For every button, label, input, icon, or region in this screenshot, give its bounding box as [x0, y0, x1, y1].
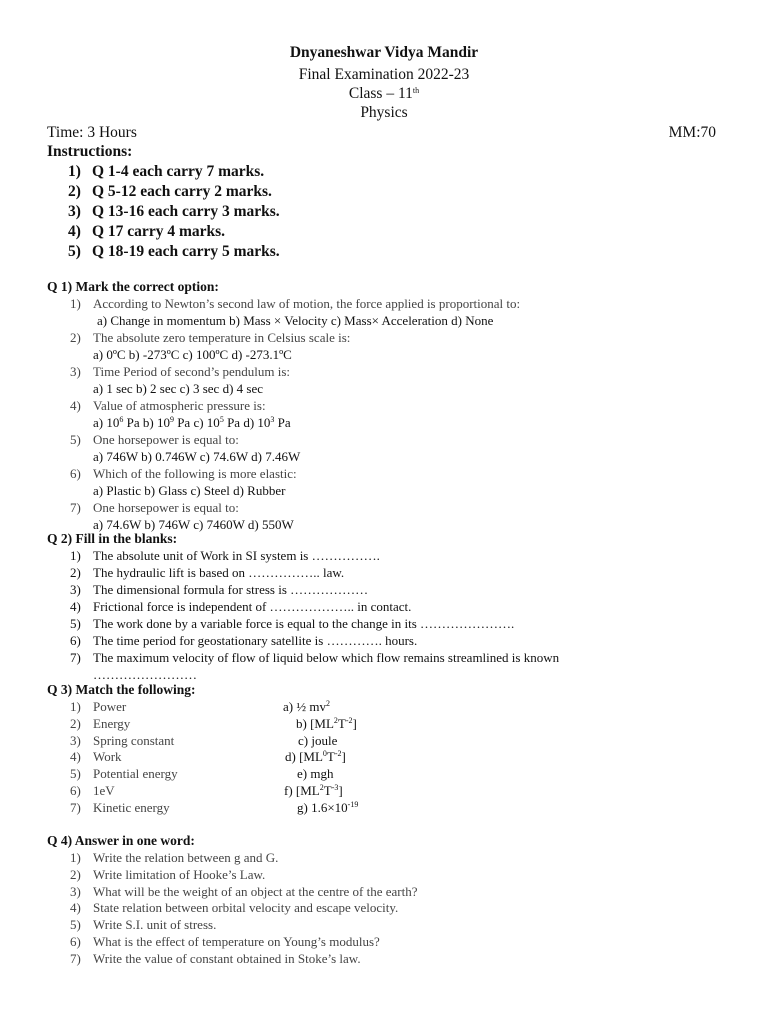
text-part: e) mgh	[297, 766, 334, 782]
match-right	[296, 716, 357, 732]
blank-text: Frictional force is independent of ……………….. in contact.	[93, 599, 412, 614]
question-num: 7)	[70, 500, 81, 515]
match-num: 6)	[70, 783, 81, 798]
exam-title: Final Examination 2022-23	[298, 66, 470, 83]
text-part: ]	[341, 749, 346, 765]
blank-text: ……………………	[93, 667, 197, 682]
instruction-item: Q 17 carry 4 marks.	[92, 223, 226, 240]
match-right	[283, 699, 330, 715]
instruction-item: Q 1-4 each carry 7 marks.	[92, 163, 265, 180]
class-sup: th	[412, 86, 420, 95]
match-right	[285, 749, 346, 765]
text-part: ]	[338, 783, 343, 798]
word-num: 2)	[70, 866, 81, 882]
superscript: 0	[322, 749, 327, 759]
match-num: 3)	[70, 732, 81, 748]
word-question: Write S.I. unit of stress.	[93, 917, 217, 933]
match-right	[298, 733, 337, 749]
blank-num: 1)	[70, 548, 81, 563]
word-question: State relation between orbital velocity and escape velocity.	[93, 900, 399, 916]
word-num: 5)	[70, 917, 81, 933]
word-num: 6)	[70, 934, 81, 949]
match-num: 2)	[70, 715, 81, 731]
question-options	[93, 415, 291, 431]
question-options: a) 74.6W b) 746W c) 7460W d) 550W	[93, 517, 294, 532]
blank-text: The hydraulic lift is based on …………….. law.	[93, 565, 345, 580]
instructions-title: Instructions:	[47, 143, 133, 160]
subject: Physics	[360, 104, 408, 121]
blank-num: 3)	[70, 582, 81, 597]
question-num: 6)	[70, 466, 81, 481]
match-num: 1)	[70, 699, 81, 714]
superscript: 2	[319, 783, 324, 792]
word-num: 4)	[70, 900, 81, 916]
text-part: Pa d) 10	[223, 415, 271, 430]
question-options: a) Change in momentum b) Mass × Velocity c) Mass× Acceleration d) None	[97, 313, 494, 328]
question-num: 5)	[70, 432, 81, 447]
school-name: Dnyaneshwar Vidya Mandir	[289, 44, 479, 61]
superscript: -2	[334, 749, 342, 759]
q1-title: Q 1) Mark the correct option:	[47, 279, 219, 294]
question-text: The absolute zero temperature in Celsius scale is:	[93, 330, 351, 345]
text-part: Pa b) 10	[123, 415, 170, 430]
question-num: 2)	[70, 330, 81, 345]
class-text: Class – 11	[348, 85, 413, 102]
match-left: Potential energy	[93, 766, 178, 782]
question-num: 1)	[70, 296, 81, 311]
question-text: One horsepower is equal to:	[93, 432, 239, 447]
blank-num: 7)	[70, 650, 81, 665]
match-num: 5)	[70, 766, 81, 782]
match-num: 7)	[70, 799, 81, 815]
superscript: -2	[345, 715, 353, 725]
question-num: 4)	[70, 398, 81, 413]
blank-text: The maximum velocity of flow of liquid below which flow remains streamlined is known	[93, 650, 560, 665]
question-options: a) 746W b) 0.746W c) 74.6W d) 7.46W	[93, 449, 301, 464]
blank-num: 6)	[70, 633, 81, 648]
word-num: 3)	[70, 883, 81, 899]
q3-title: Q 3) Match the following:	[47, 682, 196, 697]
text-part: T	[326, 749, 335, 765]
instruction-item: Q 18-19 each carry 5 marks.	[92, 243, 280, 260]
question-text: Time Period of second’s pendulum is:	[93, 364, 291, 379]
match-right	[297, 800, 358, 816]
blank-num: 4)	[70, 599, 81, 614]
superscript: 3	[270, 415, 275, 424]
text-part: f) [ML	[284, 783, 320, 798]
match-left: Spring constant	[93, 732, 175, 748]
text-part: Pa	[274, 415, 291, 430]
word-question: What is the effect of temperature on Young’s modulus?	[93, 934, 380, 949]
match-left: Energy	[93, 715, 131, 731]
match-left: Work	[93, 749, 122, 765]
instruction-num: 4)	[68, 223, 81, 240]
superscript: -19	[347, 799, 359, 809]
superscript: 2	[333, 715, 338, 725]
match-right	[297, 766, 333, 782]
blank-text: The absolute unit of Work in SI system is …………….	[93, 548, 380, 563]
q2-title: Q 2) Fill in the blanks:	[47, 531, 178, 546]
match-right	[284, 783, 343, 799]
blank-num: 5)	[70, 616, 81, 631]
text-part: a) 10	[93, 415, 120, 430]
text-part: b) [ML	[296, 715, 334, 731]
blank-num: 2)	[70, 565, 81, 580]
instruction-num: 5)	[68, 243, 81, 260]
time-label: Time: 3 Hours	[47, 124, 137, 141]
word-num: 1)	[70, 850, 81, 865]
instruction-num: 1)	[68, 163, 81, 180]
text-part: g) 1.6×10	[297, 799, 348, 815]
superscript: -3	[331, 783, 339, 792]
superscript: 6	[119, 415, 124, 424]
superscript: 9	[169, 415, 174, 424]
word-num: 7)	[70, 950, 81, 966]
instruction-num: 2)	[68, 183, 81, 200]
q4-title: Q 4) Answer in one word:	[47, 833, 195, 848]
word-question: Write the value of constant obtained in Stoke’s law.	[93, 950, 361, 966]
class-label	[0, 85, 768, 103]
question-options: a) 1 sec b) 2 sec c) 3 sec d) 4 sec	[93, 381, 264, 396]
blank-text: The dimensional formula for stress is ………………	[93, 582, 369, 597]
superscript: 5	[219, 415, 224, 424]
text-part: Pa c) 10	[173, 415, 220, 430]
question-text: According to Newton’s second law of motion, the force applied is proportional to:	[93, 296, 521, 311]
text-part: T	[337, 715, 346, 731]
question-text: Which of the following is more elastic:	[93, 466, 297, 481]
match-left: Power	[93, 699, 127, 714]
match-num: 4)	[70, 749, 81, 765]
instruction-item: Q 5-12 each carry 2 marks.	[92, 183, 272, 200]
match-left: Kinetic energy	[93, 799, 170, 815]
text-part: ]	[352, 715, 357, 731]
word-question: Write the relation between g and G.	[93, 850, 279, 865]
instruction-num: 3)	[68, 203, 81, 220]
match-left: 1eV	[93, 783, 115, 798]
blank-text: The work done by a variable force is equal to the change in its ………………….	[93, 616, 515, 631]
question-text: One horsepower is equal to:	[93, 500, 239, 515]
word-question: Write limitation of Hooke’s Law.	[93, 866, 266, 882]
text-part: d) [ML	[285, 749, 323, 765]
superscript: 2	[325, 699, 330, 708]
question-options: a) Plastic b) Glass c) Steel d) Rubber	[93, 483, 286, 498]
text-part: c) joule	[298, 732, 338, 748]
text-part: T	[323, 783, 332, 798]
blank-text: The time period for geostationary satellite is …………. hours.	[93, 633, 418, 648]
max-marks: MM:70	[668, 124, 716, 141]
text-part: a) ½ mv	[283, 699, 326, 714]
word-question: What will be the weight of an object at the centre of the earth?	[93, 883, 418, 899]
question-text: Value of atmospheric pressure is:	[93, 398, 266, 413]
question-num: 3)	[70, 364, 81, 379]
instruction-item: Q 13-16 each carry 3 marks.	[92, 203, 280, 220]
question-options: a) 0ºC b) -273ºC c) 100ºC d) -273.1ºC	[93, 347, 292, 362]
